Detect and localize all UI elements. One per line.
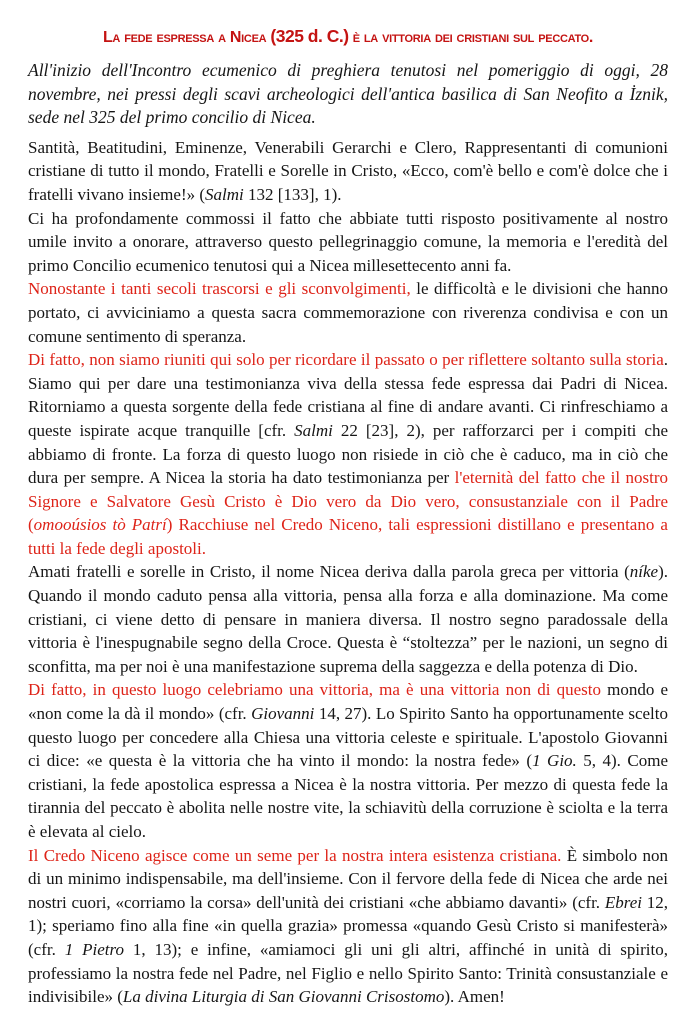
text-run: Salmi	[294, 420, 333, 440]
text-run: Di fatto, in questo luogo celebriamo una vittoria, ma è una vittoria non di questo	[28, 680, 601, 700]
text-run: Di fatto, non siamo riuniti qui solo per ricordare il passato o per riflettere soltanto sulla storia	[28, 350, 664, 370]
text-run: All'inizio dell'Incontro ecumenico di preghiera tenutosi nel pomeriggio di oggi, 28 novembre, nei pressi degli scavi archeologici dell'antica basilica di San Neofito a İznik, sede nel 325 del primo concilio di Nicea.	[28, 60, 668, 128]
text-run: Nonostante i tanti secoli trascorsi e gli sconvolgimenti,	[28, 279, 411, 299]
paragraph-saluto	[28, 136, 668, 207]
text-run: 5, 4). Come cristiani, la fede apostolica espressa a Nicea è la nostra vittoria. Per mezzo di questa fede la tirannia del peccato è abolita nelle nostre vite, la schiavitù della corruzione è sciolta e la terra è elevata al cielo.	[28, 751, 668, 841]
text-run: La fede espressa a Nicea	[102, 29, 271, 46]
document-title	[28, 26, 668, 47]
text-run: 12, 1); speriamo fino alla fine «in quella grazia» promessa «quando Gesù Cristo si manifesterà» (cfr.	[28, 892, 668, 959]
text-run: È simbolo non di un minimo indispensabile, ma dell'insieme. Con il fervore della fede di Nicea che arde nei nostri cuori, «corriamo la corsa» dell'unità dei cristiani «che abbiamo davanti» (cfr.	[28, 845, 668, 912]
text-run: omooúsios tò Patrí	[33, 515, 167, 535]
text-run: 14, 27). Lo Spirito Santo ha opportunamente scelto questo luogo per concedere alla Chiesa una vittoria celeste e spirituale. L'apostolo Giovanni ci dice: «e questa è la vittoria che ha vinto il mondo: la nostra fede» (	[28, 704, 669, 771]
paragraph-di-fatto-storia	[28, 348, 668, 560]
text-run: 1 Pietro	[64, 939, 124, 959]
text-run: La divina Liturgia di San Giovanni Crisostomo	[122, 987, 445, 1007]
text-run: Amati fratelli e sorelle in Cristo, il nome Nicea deriva dalla parola greca per vittoria (	[28, 562, 630, 582]
paragraph-nonostante	[28, 277, 668, 348]
text-run: le difficoltà e le divisioni che hanno portato, ci avviciniamo a questa sacra commemorazione con riverenza condivisa e con un comune sentimento di speranza.	[28, 279, 668, 346]
text-run: Ci ha profondamente commossi il fatto che abbiate tutti risposto positivamente al nostro umile invito a onorare, attraverso questo pellegrinaggio comune, la memoria e l'eredità del primo Concilio ecumenico tenutosi qui a Nicea millesettecento anni fa.	[28, 208, 668, 275]
text-run: ). Amen!	[444, 987, 505, 1007]
text-run: (325 d. C.)	[270, 26, 349, 46]
text-run: Santità, Beatitudini, Eminenze, Venerabili Gerarchi e Clero, Rappresentanti di comunioni cristiane di tutto il mondo, Fratelli e Sorelle in Cristo, «Ecco, com'è bello e com'è dolce che i fratelli vivano insieme!» (	[28, 137, 668, 204]
paragraph-amati-fratelli	[28, 560, 668, 678]
text-run: l'eternità del fatto che il nostro Signore e Salvatore Gesù Cristo è Dio vero da Dio vero, consustanziale con il Padre (	[28, 468, 668, 535]
text-run: . Siamo qui per dare una testimonianza viva della stessa fede espressa dai Padri di Nicea. Ritorniamo a questa sorgente della fede cristiana al fine di andare avanti. Ci rinfreschiamo a queste ispirate acque tranquille [cfr.	[28, 350, 668, 440]
text-run: mondo e «non come la dà il mondo» (cfr.	[28, 680, 668, 724]
text-run: ) Racchiuse nel Credo Niceno, tali espressioni distillano e presentano a tutti la fede degli apostoli.	[28, 515, 668, 558]
text-run: Giovanni	[251, 704, 315, 724]
text-run: 1 Gio.	[532, 751, 577, 771]
text-run: Ebrei	[604, 892, 642, 912]
paragraph-intro	[28, 59, 668, 130]
text-run: 1, 13); e infine, «amiamoci gli uni gli altri, affinché in unità di spirito, professiamo la nostra fede nel Padre, nel Figlio e nello Spirito Santo: Trinità consustanziale e indivisibile» (	[28, 939, 668, 1007]
text-run: Salmi	[205, 184, 244, 204]
text-run: 22 [23], 2), per rafforzarci per i compiti che abbiamo di fronte. La forza di questo luogo non risiede in ciò che è caduco, ma in ciò che dura per sempre. A Nicea la storia ha dato testimonianza per	[28, 420, 668, 488]
text-run: ). Quando il mondo caduto pensa alla vittoria, pensa alla forza e alla dominazione. Ma come cristiani, ci viene detto di pensare in maniera diversa. Il nostro segno paradossale della vittoria è l'inespugnabile segno della Croce. Questa è “stoltezza” per le nazioni, un segno di sconfitta, ma per noi è una manifestazione suprema della saggezza e della potenza di Dio.	[28, 562, 668, 676]
paragraph-commossi	[28, 207, 668, 278]
paragraph-di-fatto-vittoria	[28, 678, 668, 843]
text-run: níke	[629, 562, 659, 582]
text-run: 132 [133], 1).	[243, 184, 342, 204]
paragraph-credo-niceno	[28, 844, 668, 1009]
document-body	[28, 59, 668, 1009]
text-run: Il Credo Niceno agisce come un seme per la nostra intera esistenza cristiana.	[28, 845, 562, 865]
text-run: è la vittoria dei cristiani sul peccato.	[348, 29, 594, 46]
